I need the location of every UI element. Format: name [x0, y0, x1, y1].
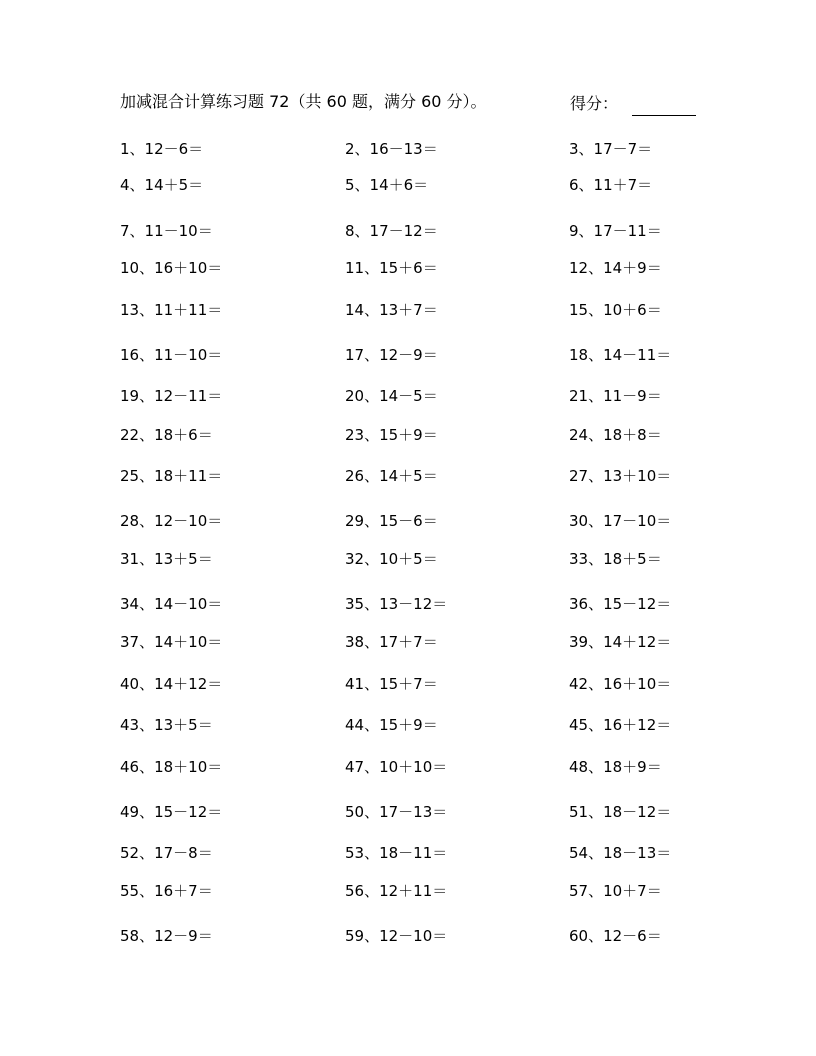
- problem-item: 35、13－12＝: [345, 595, 448, 613]
- worksheet-title: 加减混合计算练习题 72（共 60 题，满分 60 分）。: [120, 92, 487, 111]
- problem-item: 5、14＋6＝: [345, 176, 429, 194]
- score-label: 得分：: [570, 94, 619, 113]
- problem-item: 40、14＋12＝: [120, 675, 223, 693]
- problem-item: 23、15＋9＝: [345, 426, 438, 444]
- problem-item: 48、18＋9＝: [569, 758, 662, 776]
- problem-item: 55、16＋7＝: [120, 882, 213, 900]
- problem-item: 41、15＋7＝: [345, 675, 438, 693]
- problem-item: 57、10＋7＝: [569, 882, 662, 900]
- problem-item: 26、14＋5＝: [345, 467, 438, 485]
- problem-item: 18、14－11＝: [569, 346, 672, 364]
- problem-item: 52、17－8＝: [120, 844, 213, 862]
- problem-item: 45、16＋12＝: [569, 716, 672, 734]
- problem-item: 32、10＋5＝: [345, 550, 438, 568]
- problem-item: 46、18＋10＝: [120, 758, 223, 776]
- problem-item: 22、18＋6＝: [120, 426, 213, 444]
- problem-item: 39、14＋12＝: [569, 633, 672, 651]
- problem-item: 2、16－13＝: [345, 140, 438, 158]
- problem-item: 53、18－11＝: [345, 844, 448, 862]
- problem-item: 34、14－10＝: [120, 595, 223, 613]
- problem-item: 20、14－5＝: [345, 387, 438, 405]
- problem-item: 25、18＋11＝: [120, 467, 223, 485]
- problem-item: 36、15－12＝: [569, 595, 672, 613]
- problem-item: 11、15＋6＝: [345, 259, 438, 277]
- problem-item: 14、13＋7＝: [345, 301, 438, 319]
- problem-item: 4、14＋5＝: [120, 176, 204, 194]
- problem-item: 15、10＋6＝: [569, 301, 662, 319]
- problem-item: 49、15－12＝: [120, 803, 223, 821]
- problem-item: 60、12－6＝: [569, 927, 662, 945]
- problem-item: 30、17－10＝: [569, 512, 672, 530]
- problem-item: 19、12－11＝: [120, 387, 223, 405]
- problem-item: 38、17＋7＝: [345, 633, 438, 651]
- problem-item: 59、12－10＝: [345, 927, 448, 945]
- problem-item: 12、14＋9＝: [569, 259, 662, 277]
- problem-item: 8、17－12＝: [345, 222, 438, 240]
- problem-item: 43、13＋5＝: [120, 716, 213, 734]
- problem-item: 13、11＋11＝: [120, 301, 223, 319]
- problem-item: 42、16＋10＝: [569, 675, 672, 693]
- problem-item: 10、16＋10＝: [120, 259, 223, 277]
- problem-item: 54、18－13＝: [569, 844, 672, 862]
- problem-item: 28、12－10＝: [120, 512, 223, 530]
- problem-item: 1、12－6＝: [120, 140, 204, 158]
- problem-item: 9、17－11＝: [569, 222, 662, 240]
- problem-item: 47、10＋10＝: [345, 758, 448, 776]
- problem-item: 3、17－7＝: [569, 140, 653, 158]
- problem-item: 27、13＋10＝: [569, 467, 672, 485]
- problem-item: 29、15－6＝: [345, 512, 438, 530]
- problem-item: 7、11－10＝: [120, 222, 213, 240]
- problem-item: 6、11＋7＝: [569, 176, 653, 194]
- problem-item: 16、11－10＝: [120, 346, 223, 364]
- problem-item: 21、11－9＝: [569, 387, 662, 405]
- problem-item: 51、18－12＝: [569, 803, 672, 821]
- problem-item: 58、12－9＝: [120, 927, 213, 945]
- problem-item: 33、18＋5＝: [569, 550, 662, 568]
- problem-item: 44、15＋9＝: [345, 716, 438, 734]
- problem-item: 31、13＋5＝: [120, 550, 213, 568]
- problem-item: 50、17－13＝: [345, 803, 448, 821]
- problem-item: 17、12－9＝: [345, 346, 438, 364]
- problem-item: 56、12＋11＝: [345, 882, 448, 900]
- problem-item: 24、18＋8＝: [569, 426, 662, 444]
- problem-item: 37、14＋10＝: [120, 633, 223, 651]
